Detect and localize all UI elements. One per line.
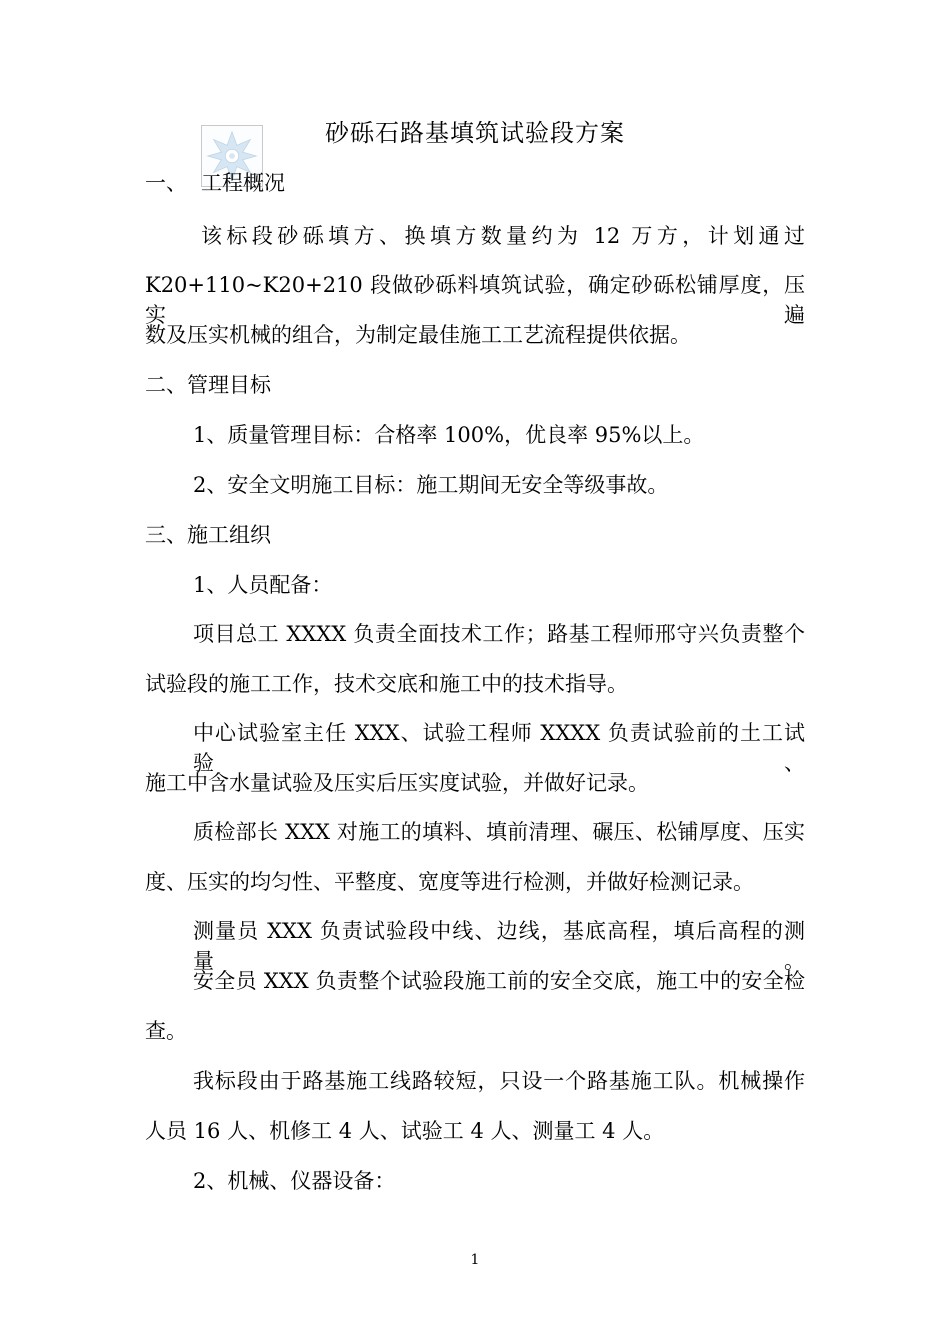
- section-1-heading: [145, 168, 285, 198]
- section-2-heading: 二、管理目标: [145, 373, 271, 397]
- paragraph-line: 安全员 XXX 负责整个试验段施工前的安全交底，施工中的安全检: [193, 969, 805, 993]
- section-1-number: 一、: [145, 171, 187, 195]
- paragraph-line: 测量员 XXX 负责试验段中线、边线，基底高程，填后高程的测量。: [193, 919, 805, 973]
- paragraph-line: 度、压实的均匀性、平整度、宽度等进行检测，并做好检测记录。: [145, 870, 754, 894]
- paragraph-line: 施工中含水量试验及压实后压实度试验，并做好记录。: [145, 771, 649, 795]
- section-1-paragraph-line: 数及压实机械的组合，为制定最佳施工工艺流程提供依据。: [145, 323, 691, 347]
- section-3-subheading: 1、人员配备：: [193, 573, 333, 597]
- section-2-item: 2、安全文明施工目标：施工期间无安全等级事故。: [193, 473, 669, 497]
- section-1-paragraph-line: K20+110~K20+210 段做砂砾料填筑试验，确定砂砾松铺厚度，压实遍: [145, 273, 805, 327]
- page-number: 1: [470, 1252, 480, 1268]
- section-1-paragraph-line: 该标段砂砾填方、换填方数量约为 12 万方，计划通过: [201, 224, 805, 248]
- paragraph-line: 质检部长 XXX 对施工的填料、填前清理、碾压、松铺厚度、压实: [193, 820, 805, 844]
- paragraph-line: 中心试验室主任 XXX、试验工程师 XXXX 负责试验前的土工试验、: [193, 721, 805, 775]
- paragraph-line: 人员 16 人、机修工 4 人、试验工 4 人、测量工 4 人。: [145, 1119, 665, 1143]
- paragraph-line: 试验段的施工工作，技术交底和施工中的技术指导。: [145, 672, 628, 696]
- section-3-subheading: 2、机械、仪器设备：: [193, 1169, 396, 1193]
- paragraph-line: 我标段由于路基施工线路较短，只设一个路基施工队。机械操作: [193, 1069, 805, 1093]
- section-2-item: 1、质量管理目标：合格率 100%，优良率 95%以上。: [193, 423, 705, 447]
- document-title: 砂砾石路基填筑试验段方案: [325, 119, 625, 147]
- section-1-title: 工程概况: [201, 171, 285, 195]
- paragraph-line: 项目总工 XXXX 负责全面技术工作；路基工程师邢守兴负责整个: [193, 622, 805, 646]
- paragraph-line: 查。: [145, 1019, 187, 1043]
- section-3-heading: 三、施工组织: [145, 523, 271, 547]
